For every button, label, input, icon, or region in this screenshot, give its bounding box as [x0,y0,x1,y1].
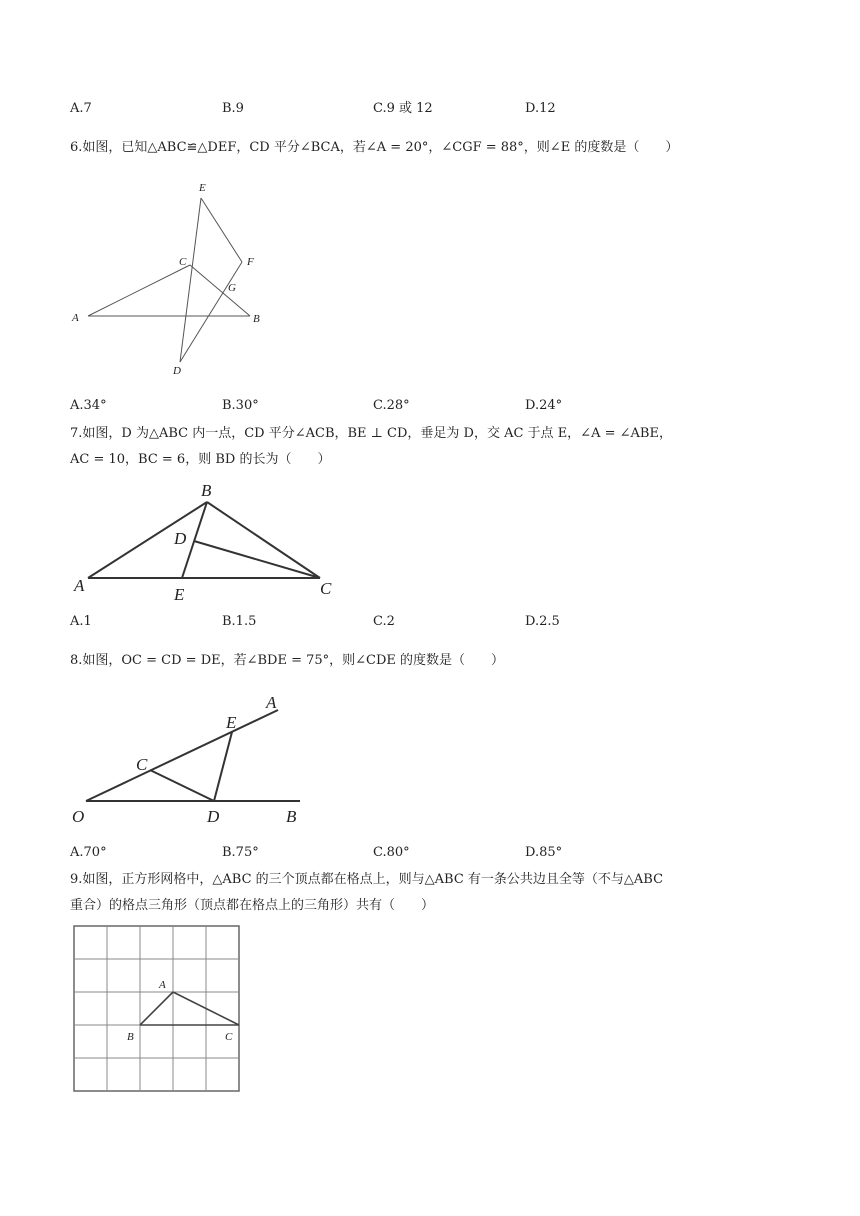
q7-label-A: A [74,576,85,595]
q6-label-E: E [199,182,206,194]
q6-segment-ED [180,198,201,362]
q7-label-C: C [320,579,332,598]
q8-label-C: C [136,755,148,774]
q6-option-c: C.28° [373,398,410,413]
q6-label-B: B [253,313,260,325]
q7-option-a: A.1 [70,614,92,629]
q5-option-d: D.12 [525,101,556,116]
q7-stem-line2: AC = 10，BC = 6，则 BD 的长为（ ） [70,452,331,467]
q5-option-c: C.9 或 12 [373,101,433,116]
q8-option-d: D.85° [525,845,563,860]
q9-label-C: C [225,1031,233,1043]
q8-segment-CD [150,770,214,801]
q7-option-b: B.1.5 [222,614,257,629]
q6-label-G: G [228,282,236,294]
q6-label-C: C [179,256,187,268]
q6-option-a: A.34° [70,398,107,413]
q6-option-d: D.24° [525,398,563,413]
q8-label-E: E [226,713,237,732]
q6-segment-EF [201,198,242,262]
q8-label-O: O [72,807,85,826]
q5-option-a: A.7 [70,101,92,116]
q7-segment-AB [88,502,207,578]
q6-segment-AC [88,265,190,316]
q7-figure [70,478,350,606]
q6-label-D: D [173,365,181,377]
q7-label-D: D [174,529,187,548]
q6-label-F: F [247,256,254,268]
q7-segment-BC [207,502,320,578]
q8-label-D: D [207,807,220,826]
q9-label-A: A [159,979,166,991]
q9-grid-figure [70,922,246,1098]
q8-stem: 8.如图，OC = CD = DE，若∠BDE = 75°，则∠CDE 的度数是（ ） [70,653,505,668]
q7-segment-DC [194,541,320,578]
q7-label-E: E [174,585,185,604]
q6-label-A: A [72,312,79,324]
q8-ray-OA [86,710,278,801]
q8-segment-DE [214,732,232,801]
q5-option-b: B.9 [222,101,244,116]
q7-stem-line1: 7.如图，D 为△ABC 内一点，CD 平分∠ACB，BE ⊥ CD，垂足为 D，交 AC 于点 E，∠A = ∠ABE， [70,426,672,441]
q8-label-B: B [286,807,297,826]
q8-option-c: C.80° [373,845,410,860]
q6-stem: 6.如图，已知△ABC≌△DEF，CD 平分∠BCA，若∠A = 20°，∠CGF = 88°，则∠E 的度数是（ ） [70,140,679,155]
q9-label-B: B [127,1031,134,1043]
q8-figure [66,690,316,830]
q9-segment-AB [140,992,173,1025]
q7-label-B: B [201,481,212,500]
q7-option-d: D.2.5 [525,614,560,629]
q9-stem-line1: 9.如图，正方形网格中，△ABC 的三个顶点都在格点上，则与△ABC 有一条公共边且全等（不与△ABC [70,872,664,887]
q6-option-b: B.30° [222,398,259,413]
q6-figure [60,176,280,382]
q9-stem-line2: 重合）的格点三角形（顶点都在格点上的三角形）共有（ ） [70,898,435,913]
q8-option-a: A.70° [70,845,107,860]
q7-option-c: C.2 [373,614,395,629]
q6-segment-FD [180,262,242,362]
q8-option-b: B.75° [222,845,259,860]
q6-segment-CB [190,265,250,316]
q8-label-A: A [266,693,277,712]
